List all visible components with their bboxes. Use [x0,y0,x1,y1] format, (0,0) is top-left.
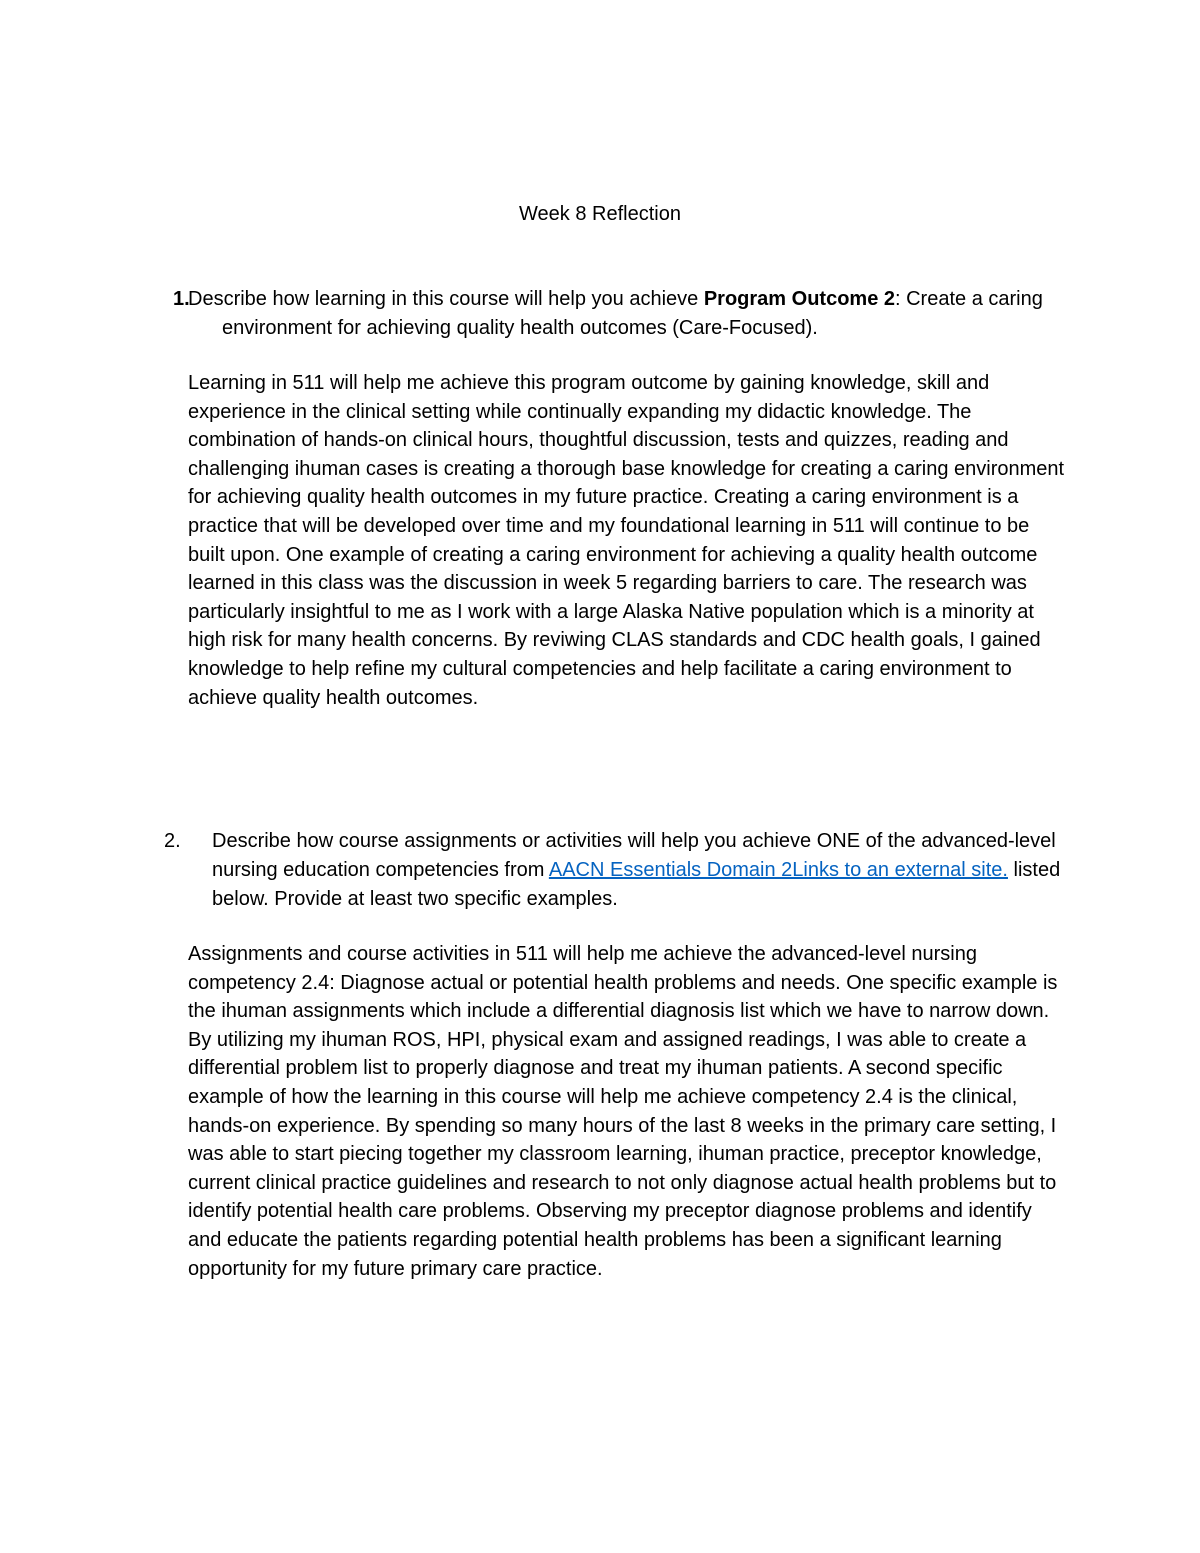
question-2 [164,827,1072,914]
question-1-text-before: Describe how learning in this course will help you achieve [188,288,704,310]
question-1 [173,285,1070,343]
question-2-text-after: listed below. Provide at least two specific examples. [212,859,1061,910]
question-2-number: 2. [164,830,181,852]
answer-2: Assignments and course activities in 511 will help me achieve the advanced-level nursing competency 2.4: Diagnose actual or potential health problems and needs. One specific example is the ihuman assignments which include a differential diagnosis list which we have to narrow down. By utilizing my ihuman ROS, HPI, physical exam and assigned readings, I was able to create a differential problem list to properly diagnose and treat my ihuman patients. A second specific example of how the learning in this course will help me achieve competency 2.4 is the clinical, hands-on experience. By spending so many hours of the last 8 weeks in the primary care setting, I was able to start piecing together my classroom learning, ihuman practice, preceptor knowledge, current clinical practice guidelines and research to not only diagnose actual health problems but to identify potential health care problems. Observing my preceptor diagnose problems and identify and educate the patients regarding potential health problems has been a significant learning opportunity for my future primary care practice. [188,943,1058,1280]
question-2-text [212,827,1072,914]
aacn-essentials-link[interactable]: AACN Essentials Domain 2Links to an external site. [548,859,1008,881]
answer-1: Learning in 511 will help me achieve this program outcome by gaining knowledge, skill and experience in the clinical setting while continually expanding my didactic knowledge. The combination of hands-on clinical hours, thoughtful discussion, tests and quizzes, reading and challenging ihuman cases is creating a thorough base knowledge for creating a caring environment for achieving quality health outcomes in my future practice. Creating a caring environment is a practice that will be developed over time and my foundational learning in 511 will continue to be built upon. One example of creating a caring environment for achieving a quality health outcome learned in this class was the discussion in week 5 regarding barriers to care. The research was particularly insightful to me as I work with a large Alaska Native population which is a minority at high risk for many health concerns. By reviwing CLAS standards and CDC health goals, I gained knowledge to help refine my cultural competencies and help facilitate a caring environment to achieve quality health outcomes. [188,372,1065,709]
question-1-number: 1. [173,288,190,310]
document-title: Week 8 Reflection [519,203,681,225]
question-2-text-before: Describe how course assignments or activities will help you achieve ONE of the advanced-level nursing education competencies from [212,830,1056,881]
question-1-text-after: : Create a caring environment for achieving quality health outcomes (Care-Focused). [222,288,1043,339]
question-1-text [188,285,1070,343]
program-outcome-label: Program Outcome 2 [703,288,895,310]
